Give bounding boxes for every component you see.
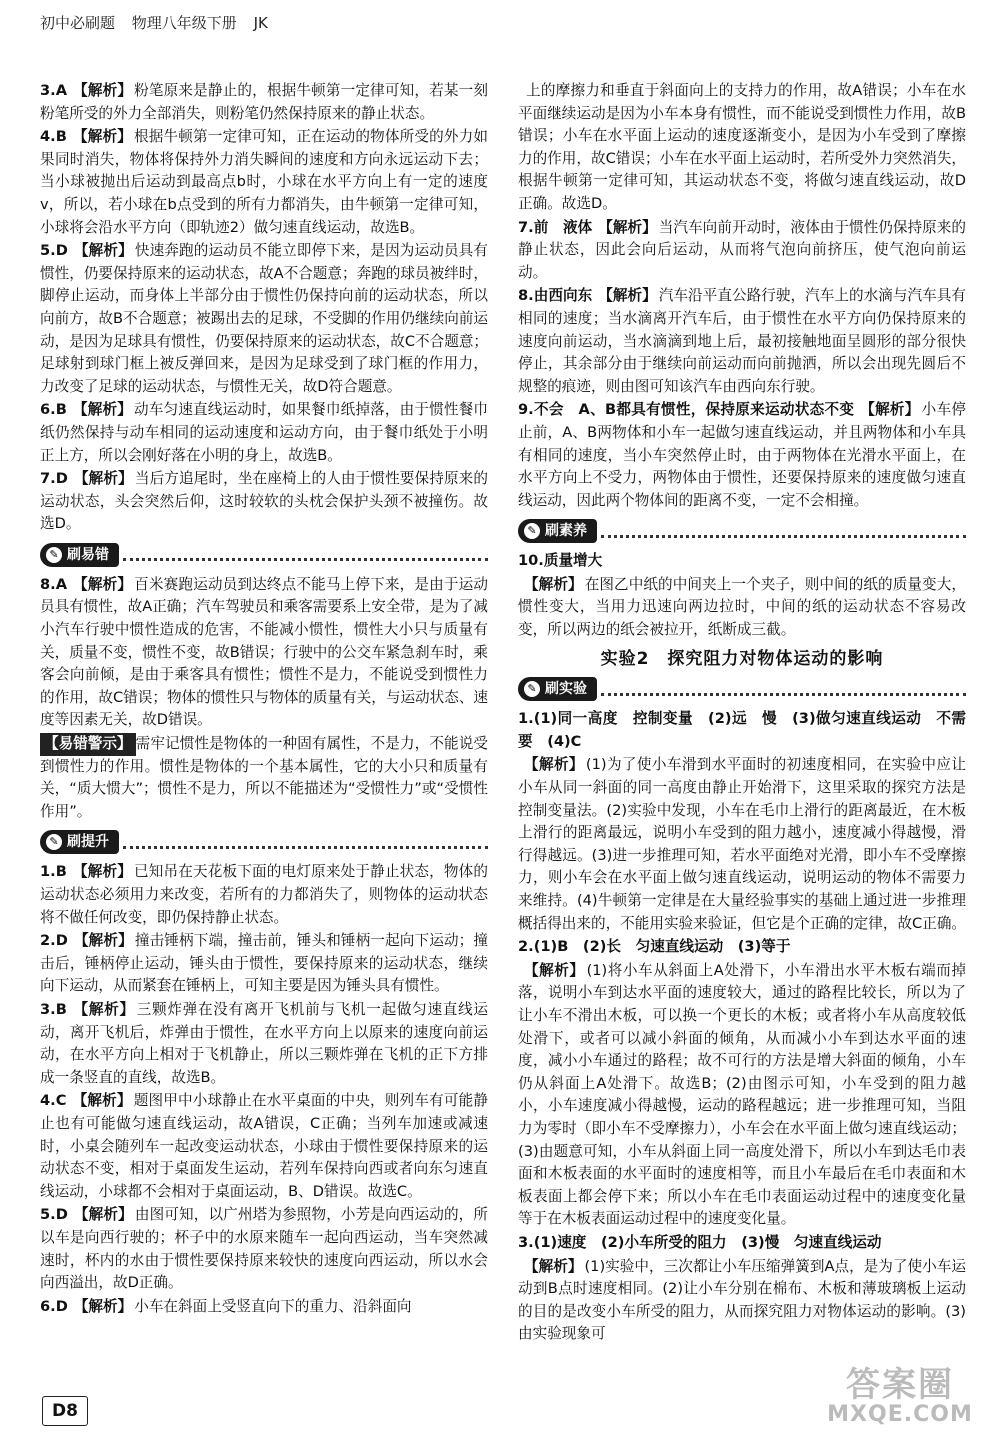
analysis-label: 【解析】: [524, 756, 584, 774]
answer-item: [518, 574, 966, 642]
answer-item: [40, 240, 488, 398]
answer-key: (1)速度 (2)小车所受的阻力 (3)慢 匀速直线运动: [533, 1233, 882, 1251]
analysis-text: 动车匀速直线运动时，如果餐巾纸掉落，由于惯性餐巾纸仍然保持与动车相同的运动速度和运动方向，由于餐巾纸处于小明正上方，所以会刚好落在小明的身上，故选B。: [40, 401, 488, 464]
answer-key: B: [55, 128, 67, 146]
analysis-text: 当后方追尾时，坐在座椅上的人由于惯性要保持原来的运动状态，头会突然后仰，这时较软的头枕会保护头颈不被撞伤。故选D。: [40, 470, 488, 533]
answer-item: [518, 708, 966, 753]
book-series: 初中必刷题: [40, 14, 116, 32]
analysis-label: 【解析】: [72, 401, 133, 419]
section-header-tisheng: [40, 829, 488, 855]
analysis-label: 【解析】: [73, 575, 133, 593]
question-number: 9.: [518, 401, 534, 419]
answer-item: [518, 80, 966, 216]
book-edition: JK: [253, 14, 268, 32]
analysis-label: 【解析】: [524, 961, 585, 979]
section-badge: ✎ 刷素养: [518, 519, 597, 543]
analysis-label: 【解析】: [860, 401, 920, 419]
question-number: 5.: [40, 242, 56, 260]
question-number: 3.: [40, 1000, 56, 1018]
analysis-text: 当汽车向前开动时，液体由于惯性仍保持原来的静止状态，因此会向后运动，从而将气泡向前挤压，使气泡向前运动。: [518, 218, 966, 281]
question-number: 7.: [40, 470, 56, 488]
answer-key: 质量增大: [543, 552, 603, 570]
question-number: 2.: [518, 938, 534, 956]
page-number: D8: [42, 1396, 88, 1426]
analysis-label: 【解析】: [72, 1092, 132, 1110]
analysis-label: 【解析】: [598, 287, 657, 305]
analysis-text: 已知吊在天花板下面的电灯原来处于静止状态，物体的运动状态必须用力来改变，若所有的力都消失了，则物体的运动状态将不做任何改变，即仍保持静止状态。: [40, 863, 488, 926]
analysis-text: (1)为了使小车滑到水平面时的初速度相同，在实验中应让小车从同一斜面的同一高度由静止开始滑下，这里采取的探究方法是控制变量法。(2)实验中发现，小车在毛巾上滑行的距离最近，在木板上滑行的距离最远，说明小车受到的阻力越小，速度减小得越慢，滑行得越远。(3)进一步推理可知，若水平面绝对光滑，即小车不受摩擦力，则小车会在水平面上做匀速直线运动，说明运动的物体不需要力来维持。(4)牛顿第一定律是在大量经验事实的基础上通过进一步推理概括得出来的，不能用实验来验证，但它是个正确的定律，故C正确。: [518, 756, 967, 932]
analysis-text: 百米赛跑运动员到达终点不能马上停下来，是由于运动员具有惯性，故A正确；汽车驾驶员和乘客需要系上安全带，是为了减小汽车行驶中惯性造成的危害，不能减小惯性，惯性大小只与质量有关，质量不变，惯性不变，故B错误；行驶中的公交车紧急刹车时，乘客会向前倾，是由于乘客具有惯性；惯性不是力，不能说受到惯性力的作用，故C错误；物体的惯性只与物体的质量有关，与运动状态、速度等因素无关，故D错误。: [40, 575, 489, 729]
pen-icon: ✎: [524, 523, 540, 539]
answer-item: [40, 861, 488, 929]
answer-key: B: [55, 863, 67, 881]
question-number: 10.: [518, 552, 544, 570]
answer-item: [40, 399, 488, 467]
tip-box: [40, 733, 488, 823]
book-subject: 物理八年级下册: [131, 14, 237, 32]
answer-item: [40, 930, 488, 998]
question-number: 3.: [40, 82, 56, 99]
page-header: [40, 12, 280, 33]
answer-group-basic: [40, 80, 488, 536]
question-number: 1.: [40, 863, 56, 881]
section-header-suyang: [518, 518, 966, 544]
answer-group-suyang: [518, 550, 966, 641]
analysis-text: (1)实验中，三次都让小车压缩弹簧到A点，是为了使小车运动到B点时速度相同。(2)让小车分别在棉布、木板和薄玻璃板上运动的目的是改变小车所受的阻力，从而探究阻力对物体运动的影响。(3)由实验现象可: [518, 1257, 966, 1343]
analysis-text: 题图甲中小球静止在水平桌面的中央，则列车有可能静止也有可能做匀速直线运动，故A错误，C正确；当列车加速或减速时，小桌会随列车一起改变运动状态，小球由于惯性要保持原来的运动状态不变，相对于桌面发生运动，若列车保持向西或者向东匀速直线运动，小球都不会相对于桌面运动，B、D错误。故选C。: [40, 1092, 488, 1200]
analysis-label: 【解析】: [73, 932, 133, 950]
analysis-text: 快速奔跑的运动员不能立即停下来，是因为运动员具有惯性，仍要保持原来的运动状态，故A不合题意；奔跑的球员被绊时，脚停止运动，而身体上半部分由于惯性仍保持向前的运动状态，所以向前方，故B不合题意；被踢出去的足球，不受脚的作用仍继续向前运动，是因为足球具有惯性，仍要保持原来的运动状态，故C不合题意；足球射到球门框上被反弹回来，是因为足球受到了球门框的作用力，力改变了足球的运动状态，与惯性无关，故D符合题意。: [40, 242, 489, 395]
answer-key: D: [55, 1297, 68, 1315]
answer-key: D: [55, 1206, 68, 1224]
answer-item: [40, 1090, 488, 1203]
answer-key: B: [55, 1000, 67, 1018]
question-number: 3.: [518, 1233, 534, 1251]
section-header-shiyan: [518, 676, 966, 702]
answer-item: [40, 468, 488, 536]
pen-icon: ✎: [46, 834, 62, 850]
answer-key: (1)B (2)长 匀速直线运动 (3)等于: [533, 938, 791, 956]
analysis-label: 【解析】: [73, 1297, 133, 1315]
dotted-divider: [123, 548, 488, 561]
answer-item: [40, 126, 488, 239]
dotted-divider: [601, 683, 966, 696]
analysis-label: 【解析】: [524, 1257, 583, 1275]
analysis-text: 汽车沿平直公路行驶，汽车上的水滴与汽车具有相同的速度；当水滴离开汽车后，由于惯性在水平方向仍保持原来的速度向前运动，当水滴滴到地上后，最初接触地面呈圆形的部分很快停止，其余部分由于继续向前运动而向前抛洒，所以会出现先圆后不规整的痕迹，则由图可知该汽车由西向东行驶。: [518, 287, 966, 395]
left-column: [40, 80, 488, 1319]
question-number: 1.: [518, 710, 534, 728]
answer-key: D: [55, 470, 68, 488]
analysis-label: 【解析】: [73, 1206, 133, 1224]
answer-item: [518, 1232, 966, 1255]
watermark-logo: 答案圈 MXQE.COM: [827, 1365, 973, 1427]
answer-item: [40, 999, 488, 1089]
section-badge: ✎ 刷提升: [40, 830, 119, 854]
pen-icon: ✎: [524, 681, 540, 697]
answer-key: A: [55, 82, 67, 99]
question-number: 5.: [40, 1206, 56, 1224]
answer-group-tisheng: [40, 861, 488, 1318]
answer-item: [518, 550, 966, 573]
answer-item: [518, 960, 966, 1231]
answer-key: D: [55, 932, 68, 950]
dotted-divider: [123, 836, 488, 849]
answer-item: [518, 754, 966, 935]
analysis-text: 小车在斜面上受竖直向下的重力、沿斜面向: [134, 1297, 412, 1315]
analysis-label: 【解析】: [73, 82, 133, 99]
analysis-text: 小车停止前，A、B两物体和小车一起做匀速直线运动，并且两物体和小车具有相同的速度，当小车突然停止时，由于两物体在光滑水平面上，在水平方向上不受力，两物体由于惯性，还要保持原来的速度做匀速直线运动，因此两个物体间的距离不变，一定不会相撞。: [518, 401, 966, 509]
question-number: 4.: [40, 128, 56, 146]
analysis-text: 三颗炸弹在没有离开飞机前与飞机一起做匀速直线运动，离开飞机后，炸弹由于惯性，在水平方向上以原来的速度向前运动，在水平方向上相对于飞机静止，所以三颗炸弹在飞机的正下方排成一条竖直的直线，故选B。: [40, 1000, 488, 1086]
right-column: [518, 80, 966, 1347]
analysis-text: 根据牛顿第一定律可知，正在运动的物体所受的外力如果同时消失，物体将保持外力消失瞬间的速度和方向永远运动下去；当小球被抛出后运动到最高点b时，小球在水平方向上有一定的速度v，所以，若小球在b点受到的所有力都消失，由牛顿第一定律可知，小球将会沿水平方向（即轨迹2）做匀速直线运动，故选B。: [40, 128, 488, 236]
answer-key: (1)同一高度 控制变量 (2)远 慢 (3)做匀速直线运动 不需要 (4)C: [518, 710, 966, 750]
analysis-text: 上的摩擦力和垂直于斜面向上的支持力的作用，故A错误；小车在水平面继续运动是因为小车本身有惯性，而不能说受到惯性力作用，故B错误；小车在水平面上运动的速度逐渐变小，是因为小车受到了摩擦力的作用，故C错误；小车在水平面上运动时，若所受外力突然消失，根据牛顿第一定律可知，其运动状态不变，将做匀速直线运动，故D正确。故选D。: [518, 82, 967, 212]
analysis-label: 【解析】: [72, 128, 133, 146]
answer-group-yicuo: [40, 574, 488, 732]
question-number: 7.: [518, 218, 534, 236]
answer-key: C: [55, 1092, 67, 1110]
tip-label: 【易错警示】: [40, 733, 136, 756]
answer-item: [40, 1204, 488, 1294]
question-number: 4.: [40, 1092, 56, 1110]
analysis-text: 由图可知，以广州塔为参照物，小芳是向西运动的，所以车是向西行驶的；杯子中的水原来随车一起向西运动，当车突然减速时，杯内的水由于惯性要保持原来较快的速度向西运动，所以水会向西溢出，故D正确。: [40, 1206, 488, 1292]
answer-item: [518, 217, 966, 285]
analysis-label: 【解析】: [72, 863, 133, 881]
section-badge: ✎ 刷易错: [40, 543, 119, 567]
analysis-label: 【解析】: [73, 470, 133, 488]
experiment-title: 实验2 探究阻力对物体运动的影响: [600, 648, 884, 669]
dotted-divider: [601, 525, 966, 538]
tip-text: 需牢记惯性是物体的一种固有属性，不是力，不能说受到惯性力的作用。惯性是物体的一个基本属性，它的大小只和质量有关，“质大惯大”；惯性不是力，所以不能描述为“受惯性力”或“受惯性作用”。: [40, 735, 488, 820]
answer-item: [40, 80, 488, 125]
section-badge: ✎ 刷实验: [518, 677, 597, 701]
question-number: 8.: [518, 287, 534, 305]
question-number: 6.: [40, 401, 56, 419]
analysis-label: 【解析】: [598, 218, 657, 236]
analysis-label: 【解析】: [73, 242, 133, 260]
answer-group-shiyan: [518, 708, 966, 1346]
answer-item: [518, 936, 966, 959]
answer-key: 前 液体: [533, 218, 593, 236]
pen-icon: ✎: [46, 547, 62, 563]
section-header-yicuo: [40, 542, 488, 568]
analysis-label: 【解析】: [72, 1000, 135, 1018]
analysis-text: (1)将小车从斜面上A处滑下，小车滑出水平木板右端而掉落，说明小车到达水平面的速度较大，通过的路程比较长，所以为了让小车不滑出木板，可以换一个更长的木板；或者将小车从高度较低处滑下，或者可以减小斜面的倾角，从而减小小车到达水平面的速度，减小小车通过的路程；故不可行的方法是增大斜面的倾角，小车仍从斜面上A处滑下。故选B；(2)由图示可知，小车受到的阻力越小，小车速度减小得越慢，运动的路程越远；进一步推理可知，当阻力为零时（即小车不受摩擦力），小车会在水平面上做匀速直线运动；(3)由题意可知，小车从斜面上同一高度处滑下，所以小车到达毛巾表面和木板表面的水平面时的速度相等，而且小车最后在毛巾表面和木板表面上都会停下来；所以小车在毛巾表面运动过程中的速度变化量等于在木板表面运动过程中的速度变化量。: [518, 961, 966, 1228]
answer-item: [40, 574, 488, 732]
answer-item: [518, 1256, 966, 1346]
question-number: 8.: [40, 575, 56, 593]
question-number: 2.: [40, 932, 56, 950]
analysis-text: 粉笔原来是静止的，根据牛顿第一定律可知，若某一刻粉笔所受的外力全部消失，则粉笔仍然保持原来的静止状态。: [40, 82, 488, 122]
answer-item: [518, 285, 966, 398]
answer-key: D: [55, 242, 68, 260]
answer-key: A: [55, 575, 67, 593]
answer-group-continued: [518, 80, 966, 512]
answer-item: [518, 399, 966, 512]
answer-item: [40, 1296, 488, 1319]
analysis-text: 在图乙中纸的中间夹上一个夹子，则中间的纸的质量变大，惯性变大，当用力迅速向两边拉时，中间的纸的运动状态不容易改变，所以两边的纸会被拉开，纸断成三截。: [518, 575, 966, 639]
answer-key: 由西向东: [533, 287, 593, 305]
analysis-text: 撞击锤柄下端，撞击前，锤头和锤柄一起向下运动；撞击后，锤柄停止运动，锤头由于惯性，要保持原来的运动状态，继续向下运动，从而紧套在锤柄上，可知主要是因为锤头具有惯性。: [40, 932, 488, 995]
analysis-label: 【解析】: [524, 575, 583, 593]
question-number: 6.: [40, 1297, 56, 1315]
answer-key: 不会 A、B都具有惯性，保持原来运动状态不变: [533, 401, 855, 419]
answer-key: B: [55, 401, 67, 419]
